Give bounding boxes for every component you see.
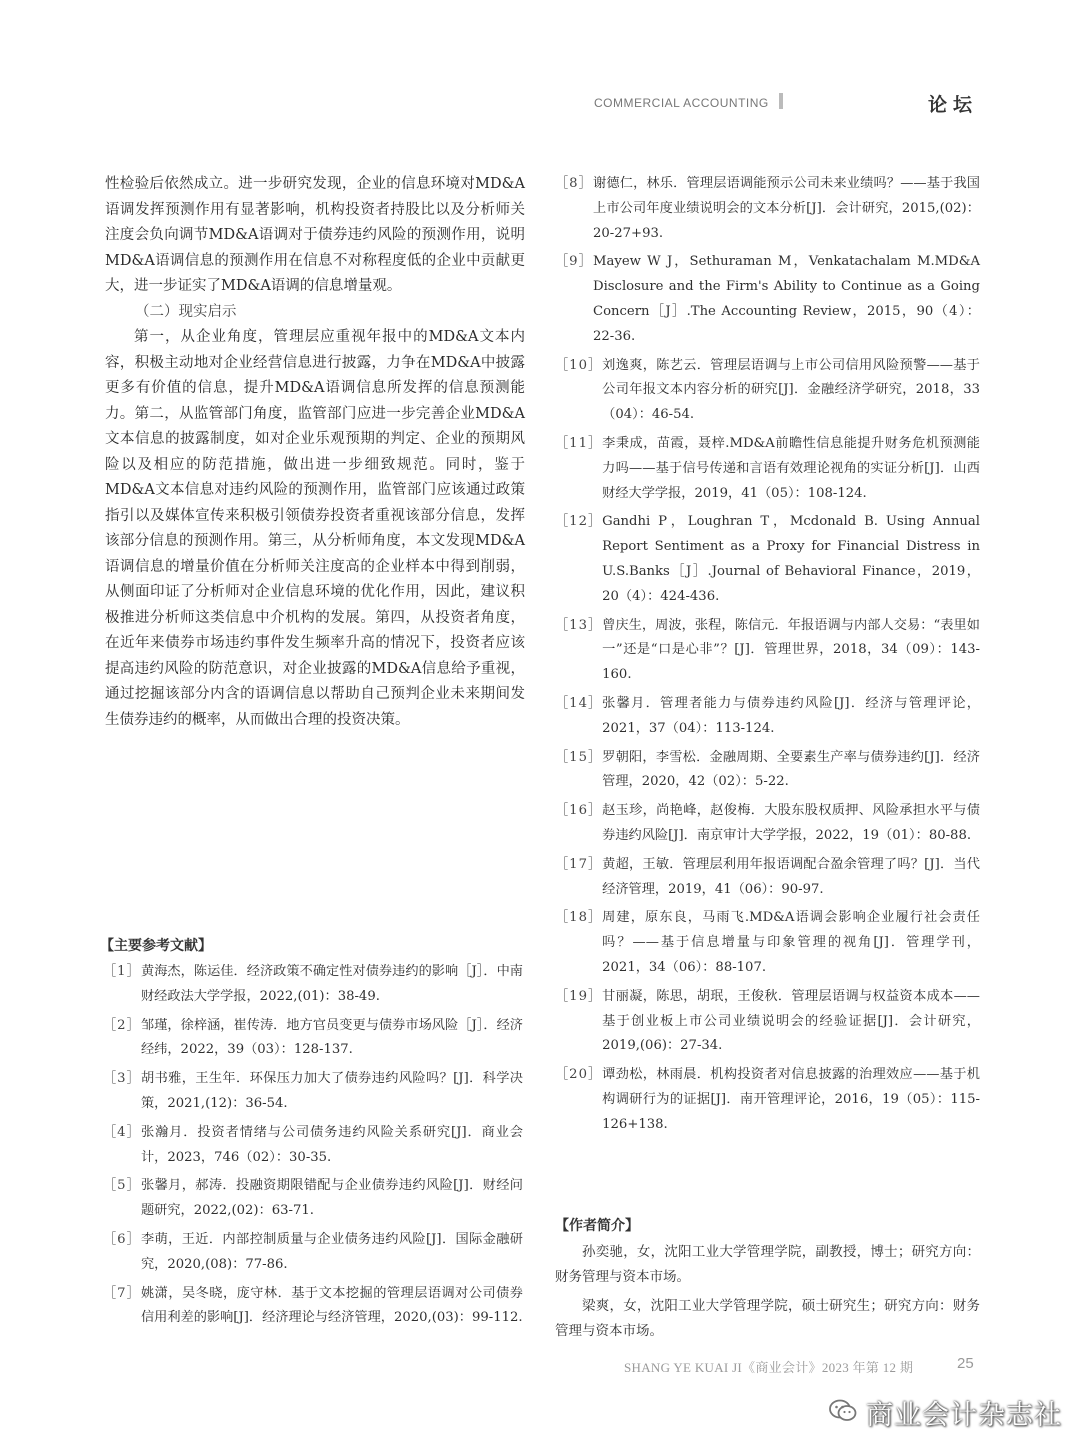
reference-number: ［3］ xyxy=(103,1071,141,1087)
conclusion-paragraph: 性检验后依然成立。进一步研究发现，企业的信息环境对MD&A语调发挥预测作用有显著影响，机构投资者持股比以及分析师关注度会负向调节MD&A语调对于债券违约风险的预测作用，说明MD&A语调信息的预测作用在信息不对称程度低的企业中贡献更大，进一步证实了MD&A语调的信息增量观。 xyxy=(105,176,525,294)
reference-item xyxy=(555,510,980,609)
reference-text: Mayew W J，Sethuraman M，Venkatachalam M.MD&A Disclosure and the Firm's Ability to Continue as a Going Concern［J］.The Accounting Review，2015，90（4）：22-36. xyxy=(593,254,980,344)
reference-item xyxy=(103,960,523,1010)
reference-text: 甘丽凝，陈思，胡珉，王俊秋．管理层语调与权益资本成本——基于创业板上市公司业绩说明会的经验证据[J]．会计研究，2019,(06)：27-34. xyxy=(602,988,980,1054)
reference-item xyxy=(555,614,980,688)
reference-text: 周建，原东良，马雨飞.MD&A语调会影响企业履行社会责任吗？——基于信息增量与印象管理的视角[J]．管理学刊，2021，34（06）：88-107. xyxy=(602,910,980,975)
reference-text: 谢德仁，林乐．管理层语调能预示公司未来业绩吗？——基于我国上市公司年度业绩说明会的文本分析[J]．会计研究，2015,(02)：20-27+93. xyxy=(593,176,980,241)
reference-number: ［20］ xyxy=(555,1067,603,1083)
section-subheading: （二）现实启示 xyxy=(135,303,237,320)
reference-number: ［16］ xyxy=(555,803,603,819)
reference-text: 张馨月．管理者能力与债券违约风险[J]．经济与管理评论，2021，37（04）：113-124. xyxy=(602,695,980,736)
reference-text: 黄海杰，陈运佳．经济政策不确定性对债券违约的影响［J］．中南财经政法大学学报，2022,(01)：38-49. xyxy=(141,964,523,1004)
wechat-icon xyxy=(828,1398,858,1428)
page-footer: SHANG YE KUAI JI《商业会计》2023 年第 12 期 xyxy=(624,1360,914,1375)
reference-text: Gandhi P，Loughran T，Mcdonald B. Using Annual Report Sentiment as a Proxy for Financial Distress in U.S.Banks［J］.Journal of Behavioral Finance，2019，20（4）：424-436. xyxy=(602,514,980,604)
reference-number: ［17］ xyxy=(555,856,603,872)
reference-item xyxy=(555,250,980,349)
reference-text: 谭劲松，林雨晨．机构投资者对信息披露的治理效应——基于机构调研行为的证据[J]．南开管理评论，2016，19（05）：115-126+138. xyxy=(602,1067,980,1132)
reference-text: 李秉成，苗霞，聂梓.MD&A前瞻性信息能提升财务危机预测能力吗——基于信号传递和言语有效理论视角的实证分析[J]．山西财经大学学报，2019，41（05）：108-124. xyxy=(602,435,980,501)
reference-text: 李萌，王近．内部控制质量与企业债务违约风险[J]．国际金融研究，2020,(08)：77-86. xyxy=(141,1231,523,1272)
reference-item xyxy=(103,1228,523,1278)
references-heading: 【主要参考文献】 xyxy=(100,938,212,954)
reference-item xyxy=(555,1063,980,1137)
reference-number: ［9］ xyxy=(555,254,593,270)
reference-text: 姚潇，吴冬晓，庞守林．基于文本挖掘的管理层语调对公司债券信用利差的影响[J]．经济理论与经济管理，2020,(03)：99-112. xyxy=(141,1285,523,1326)
reference-number: ［6］ xyxy=(103,1231,141,1247)
reference-number: ［14］ xyxy=(555,695,603,711)
reference-number: ［2］ xyxy=(103,1017,141,1033)
reference-item xyxy=(103,1282,523,1332)
reference-text: 邹瑾，徐梓涵，崔传涛．地方官员变更与债券市场风险［J］．经济经纬，2022，39（03）：128-137. xyxy=(141,1017,523,1058)
reference-item xyxy=(555,692,980,742)
reference-text: 胡书雅，王生年．环保压力加大了债券违约风险吗？[J]．科学决策，2021,(12)：36-54. xyxy=(141,1071,523,1111)
reference-text: 刘逸爽，陈艺云．管理层语调与上市公司信用风险预警——基于公司年报文本内容分析的研究[J]．金融经济学研究，2018，33（04）：46-54. xyxy=(602,357,980,423)
reference-number: ［1］ xyxy=(103,964,141,979)
author-bios xyxy=(555,1240,980,1348)
implications-paragraph: 第一，从企业角度，管理层应重视年报中的MD&A文本内容，积极主动地对企业经营信息进行披露，力争在MD&A中披露更多有价值的信息，提升MD&A语调信息所发挥的信息预测能力。第二，从监管部门角度，监管部门应进一步完善企业MD&A文本信息的披露制度，如对企业乐观预期的判定、企业的预期风险以及相应的防范措施，做出进一步细致规范。同时，鉴于MD&A文本信息对违约风险的预测作用，监管部门应该通过政策指引以及媒体宣传来积极引领债券投资者重视该部分信息，发挥该部分信息的预测作用。第三，从分析师角度，本文发现MD&A语调信息的增量价值在分析师关注度高的企业样本中得到削弱，从侧面印证了分析师对企业信息环境的优化作用，因此，建议积极推进分析师这类信息中介机构的发展。第四，从投资者角度，在近年来债券市场违约事件发生频率升高的情况下，投资者应该提高违约风险的防范意识，对企业披露的MD&A信息给予重视，通过挖掘该部分内含的语调信息以帮助自己预判企业未来期间发生债券违约的概率，从而做出合理的投资决策。 xyxy=(105,329,525,728)
reference-item xyxy=(103,1121,523,1171)
author-bio: 梁爽，女，沈阳工业大学管理学院，硕士研究生；研究方向：财务管理与资本市场。 xyxy=(555,1298,980,1339)
reference-number: ［8］ xyxy=(555,176,593,191)
reference-number: ［12］ xyxy=(555,514,603,530)
reference-item xyxy=(555,172,980,246)
reference-item xyxy=(103,1174,523,1224)
column-title: 论坛 xyxy=(928,94,979,116)
reference-number: ［11］ xyxy=(555,435,603,451)
reference-item xyxy=(103,1067,523,1117)
reference-item xyxy=(555,985,980,1059)
watermark-text: 商业会计杂志社 xyxy=(866,1400,1062,1431)
reference-number: ［5］ xyxy=(103,1178,141,1194)
reference-number: ［4］ xyxy=(103,1124,141,1140)
reference-item xyxy=(555,799,980,849)
reference-text: 曾庆生，周波，张程，陈信元．年报语调与内部人交易：“表里如一”还是“口是心非”？[J]．管理世界，2018，34（09）：143-160. xyxy=(602,617,980,683)
header-divider xyxy=(779,93,783,109)
reference-item xyxy=(555,432,980,506)
page-number: 25 xyxy=(957,1355,974,1372)
reference-number: ［7］ xyxy=(103,1285,141,1301)
reference-text: 张馨月，郝涛．投融资期限错配与企业债券违约风险[J]．财经问题研究，2022,(02)：63-71. xyxy=(141,1178,523,1219)
references-list-right xyxy=(555,172,980,1141)
reference-number: ［15］ xyxy=(555,749,603,765)
reference-item xyxy=(555,354,980,428)
author-heading: 【作者简介】 xyxy=(555,1218,639,1234)
reference-number: ［19］ xyxy=(555,988,603,1004)
reference-item xyxy=(555,853,980,903)
reference-number: ［13］ xyxy=(555,617,603,633)
reference-item xyxy=(555,906,980,980)
author-bio: 孙奕驰，女，沈阳工业大学管理学院，副教授，博士；研究方向：财务管理与资本市场。 xyxy=(555,1244,980,1285)
reference-number: ［18］ xyxy=(555,910,603,926)
references-list-left xyxy=(103,960,523,1335)
journal-name-en: COMMERCIAL ACCOUNTING xyxy=(594,96,769,110)
reference-item xyxy=(555,746,980,796)
reference-item xyxy=(103,1014,523,1064)
reference-text: 赵玉珍，尚艳峰，赵俊梅．大股东股权质押、风险承担水平与债券违约风险[J]．南京审计大学学报，2022，19（01）：80-88. xyxy=(602,803,980,843)
left-column-body xyxy=(105,172,525,733)
watermark xyxy=(828,1393,1062,1432)
reference-text: 罗朝阳，李雪松．金融周期、全要素生产率与债券违约[J]．经济管理，2020，42（02）：5-22. xyxy=(602,749,980,790)
reference-text: 黄超，王敏．管理层利用年报语调配合盈余管理了吗？[J]．当代经济管理，2019，41（06）：90-97. xyxy=(602,856,980,897)
reference-number: ［10］ xyxy=(555,357,603,373)
reference-text: 张瀚月．投资者情绪与公司债务违约风险关系研究[J]．商业会计，2023，746（02）：30-35. xyxy=(141,1124,523,1165)
